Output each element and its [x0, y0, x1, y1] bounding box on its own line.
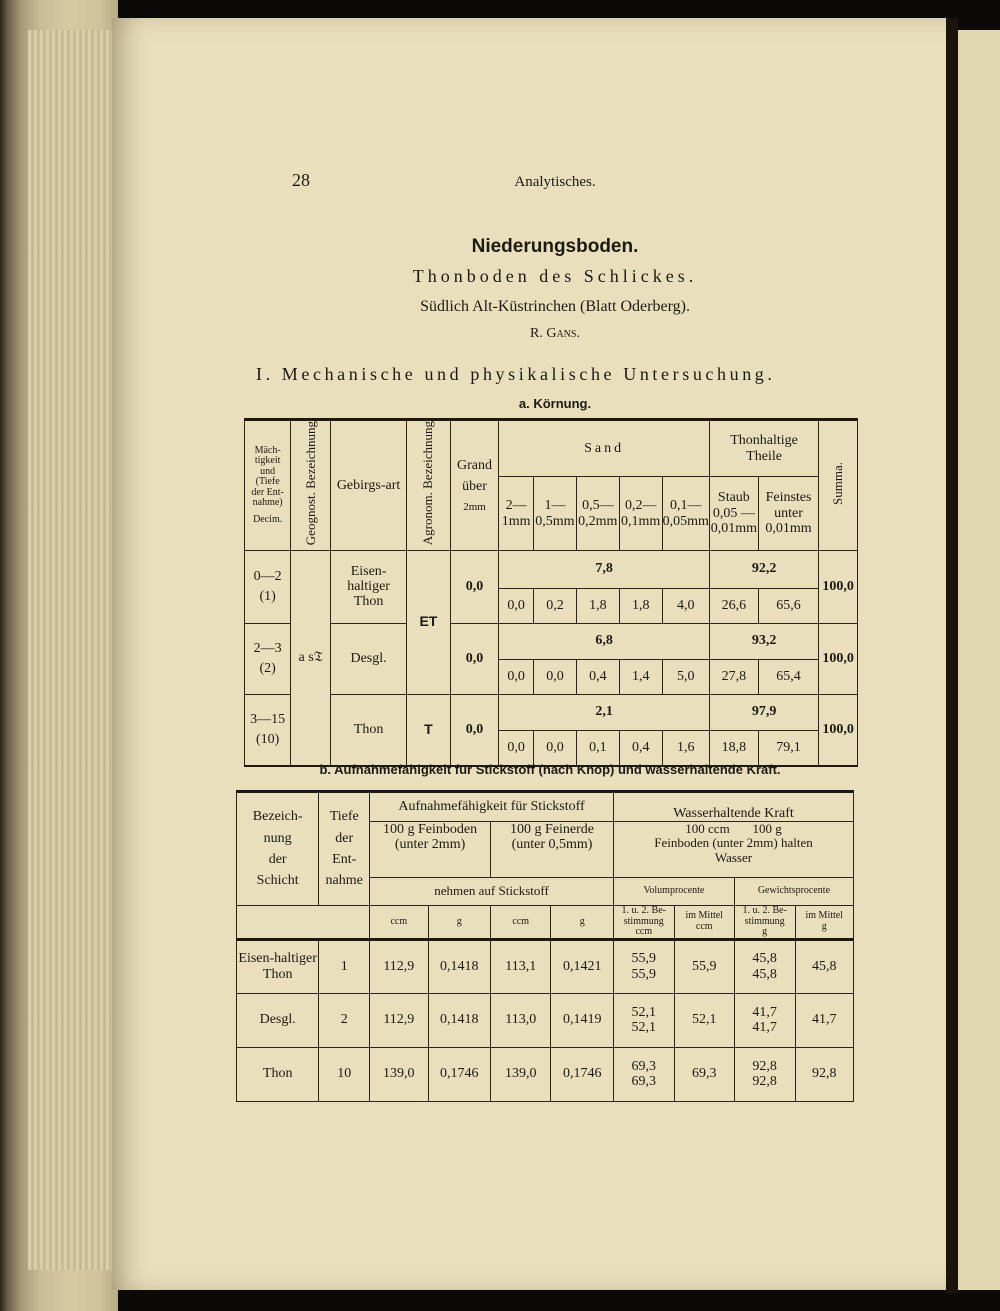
next-page-edge [958, 30, 1000, 1290]
feinerde-header: 100 g Feinerde (unter 0,5mm) [491, 822, 614, 878]
table-row: Desgl. 2 112,9 0,1418 113,0 0,1419 52,1 52,1 52,1 41,7 41,7 41,7 [237, 993, 854, 1047]
col-depth-header: Mäch- tigkeit und (Tiefe der Ent- nahme) Decim. [245, 420, 291, 551]
table-row: Eisen-haltiger Thon 1 112,9 0,1418 113,1 0,1421 55,9 55,9 55,9 45,8 45,8 45,8 [237, 939, 854, 993]
thon-col-staub: Staub 0,05 — 0,01mm [709, 477, 758, 550]
gewicht-header: Gewichtsprocente [734, 878, 853, 906]
table-row: 3—15 (10) Thon T 0,0 2,1 97,9 100,0 [245, 694, 858, 730]
stickstoff-wasser-table: Bezeich- nung der Schicht Tiefe der Ent- nahme Aufnahmefähigkeit für Stickstoff Wasserhaltende Kraft 100 g Feinboden (unter 2mm) 100 g Feinerde (unter 0,5mm) 100 ccm 100 g Feinboden (unter 2mm) halten Wasser nehmen auf Stickstoff Volumprocente Gewichtsprocente ccm g ccm g 1. u. 2. Be-stimmung ccm im Mittel ccm 1. u. 2. Be-stimmung g im Mittel g Eisen-haltiger Thon 1 112,9 0,1418 113,1 0,1421 55,9 55,9 55,9 45,8 45,8 45,8 Desgl. 2 112,9 0,1418 113,0 0,1419 52,1 52,1 52,1 41,7 41,7 41,7 Thon 10 139,0 0,1746 139,0 0,1746 69,3 69,3 69,3 92,8 92,8 92,8 [236, 790, 854, 1102]
col-aufnahme-header: Aufnahmefähigkeit für Stickstoff [370, 792, 614, 822]
col-geognost-header: Geognost. Bezeichnung [291, 420, 331, 551]
section-subheading: a. Körnung. [518, 396, 592, 411]
sand-col-2: 1— 0,5mm [534, 477, 577, 550]
nehmen-header: nehmen auf Stickstoff [370, 878, 614, 906]
page-stack [28, 30, 120, 1270]
table-subrow: 0,0 0,2 1,8 1,8 4,0 26,6 65,6 [245, 588, 858, 623]
table-row: 2—3 (2) Desgl. 0,0 6,8 93,2 100,0 [245, 623, 858, 659]
col-bezeichnung-header: Bezeich- nung der Schicht [237, 792, 319, 906]
wasser-sub-header: 100 ccm 100 g Feinboden (unter 2mm) halten Wasser [613, 822, 853, 878]
col-grand-header: Grand über 2mm [450, 420, 498, 551]
author: R. Gans. [530, 326, 580, 341]
table-subrow: 0,0 0,0 0,4 1,4 5,0 27,8 65,4 [245, 659, 858, 694]
volum-header: Volumprocente [613, 878, 734, 906]
sand-col-1: 2— 1mm [499, 477, 534, 550]
col-tiefe-header: Tiefe der Ent- nahme [319, 792, 370, 906]
col-summa-header: Summa. [819, 420, 858, 551]
col-sand-header: Sand [499, 420, 710, 477]
page-number: 28 [292, 170, 310, 190]
table-row: Thon 10 139,0 0,1746 139,0 0,1746 69,3 69,3 69,3 92,8 92,8 92,8 [237, 1047, 854, 1101]
table-subrow: 0,0 0,0 0,1 0,4 1,6 18,8 79,1 [245, 730, 858, 766]
section-heading: I. Mechanische und physikalische Untersuchung. [256, 364, 776, 384]
table-row: 0—2 (1) a s𝔗 Eisen-haltiger Thon ET 0,0 7,8 92,2 100,0 [245, 550, 858, 588]
col-gebirgsart-header: Gebirgs-art [331, 420, 407, 551]
col-wasser-header: Wasserhaltende Kraft [613, 792, 853, 822]
sand-col-5: 0,1— 0,05mm [662, 477, 709, 550]
section-b-heading: b. Aufnahmefähigkeit für Stickstoff (nach Knop) und wasserhaltende Kraft. [319, 762, 781, 777]
col-thon-header: Thonhaltige Theile [709, 420, 818, 477]
page-subtitle: Thonboden des Schlickes. [412, 266, 698, 286]
sand-col-4: 0,2— 0,1mm [619, 477, 662, 550]
koernung-table [244, 418, 858, 767]
geognost-value: a s𝔗 [291, 550, 331, 766]
book-gutter [946, 18, 958, 1293]
feinboden-header: 100 g Feinboden (unter 2mm) [370, 822, 491, 878]
thon-col-feinstes: Feinstes unter 0,01mm [758, 477, 818, 550]
col-agronom-header: Agronom. Bezeichnung [406, 420, 450, 551]
location: Südlich Alt-Küstrinchen (Blatt Oderberg). [420, 298, 690, 315]
sand-col-3: 0,5— 0,2mm [576, 477, 619, 550]
running-head: Analytisches. [514, 174, 596, 190]
page-title: Niederungsboden. [471, 236, 639, 257]
